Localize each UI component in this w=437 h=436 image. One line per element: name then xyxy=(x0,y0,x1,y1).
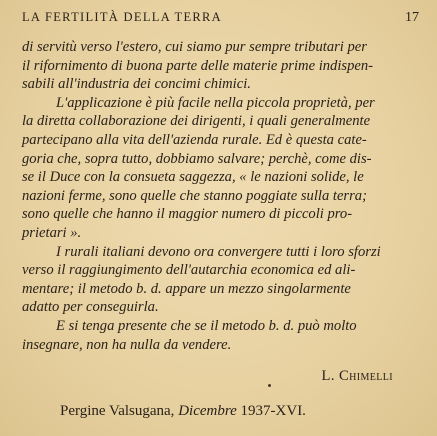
text-line: nazioni ferme, sono quelle che stanno poggiate sulla terra; xyxy=(22,187,367,204)
text-line: partecipano alla vita dell'azienda rurale. Ed è questa cate- xyxy=(22,131,367,148)
dateline xyxy=(60,403,306,420)
author-initial: L. xyxy=(321,368,335,384)
paragraph-start-line: I rurali italiani devono ora convergere tutti i loro sforzi xyxy=(56,243,381,260)
text-line: verso il raggiungimento dell'autarchia economica ed ali- xyxy=(22,262,356,279)
dateline-place: Pergine Valsugana, xyxy=(60,403,175,419)
text-line: goria che, sopra tutto, dobbiamo salvare; perchè, come dis- xyxy=(22,150,372,167)
author-signature xyxy=(322,368,393,385)
text-line: il rifornimento di buona parte delle materie prime indispen- xyxy=(22,57,374,74)
text-line: di servitù verso l'estero, cui siamo pur sempre tributari per xyxy=(22,39,367,55)
body-text xyxy=(22,38,419,354)
dateline-month: Dicembre xyxy=(178,403,237,419)
text-line: sabili all'industria dei concimi chimici. xyxy=(22,76,251,93)
page-number: 17 xyxy=(405,10,419,25)
ornament-dot xyxy=(268,384,271,387)
paragraph-start-line: E si tenga presente che se il metodo b. d. può molto xyxy=(56,317,357,334)
page-header xyxy=(22,10,419,26)
text-line: mentare; il metodo b. d. appare un mezzo singolarmente xyxy=(22,280,351,297)
running-head: LA FERTILITÀ DELLA TERRA xyxy=(22,10,222,24)
text-line: se il Duce con la consueta saggezza, « le nazioni solide, le xyxy=(22,169,364,186)
text-line: insegnare, non ha nulla da vendere. xyxy=(22,336,232,353)
text-line: la diretta collaborazione dei dirigenti, i quali generalmente xyxy=(22,113,371,130)
author-surname: Chimelli xyxy=(338,368,393,384)
dateline-year: 1937-XVI. xyxy=(240,403,306,419)
paragraph-start-line: L'applicazione è più facile nella piccola proprietà, per xyxy=(56,94,375,111)
text-line: adatto per conseguirla. xyxy=(22,299,159,316)
text-line: prietari ». xyxy=(22,224,82,241)
text-line: sono quelle che hanno il maggior numero di piccoli pro- xyxy=(22,206,353,223)
